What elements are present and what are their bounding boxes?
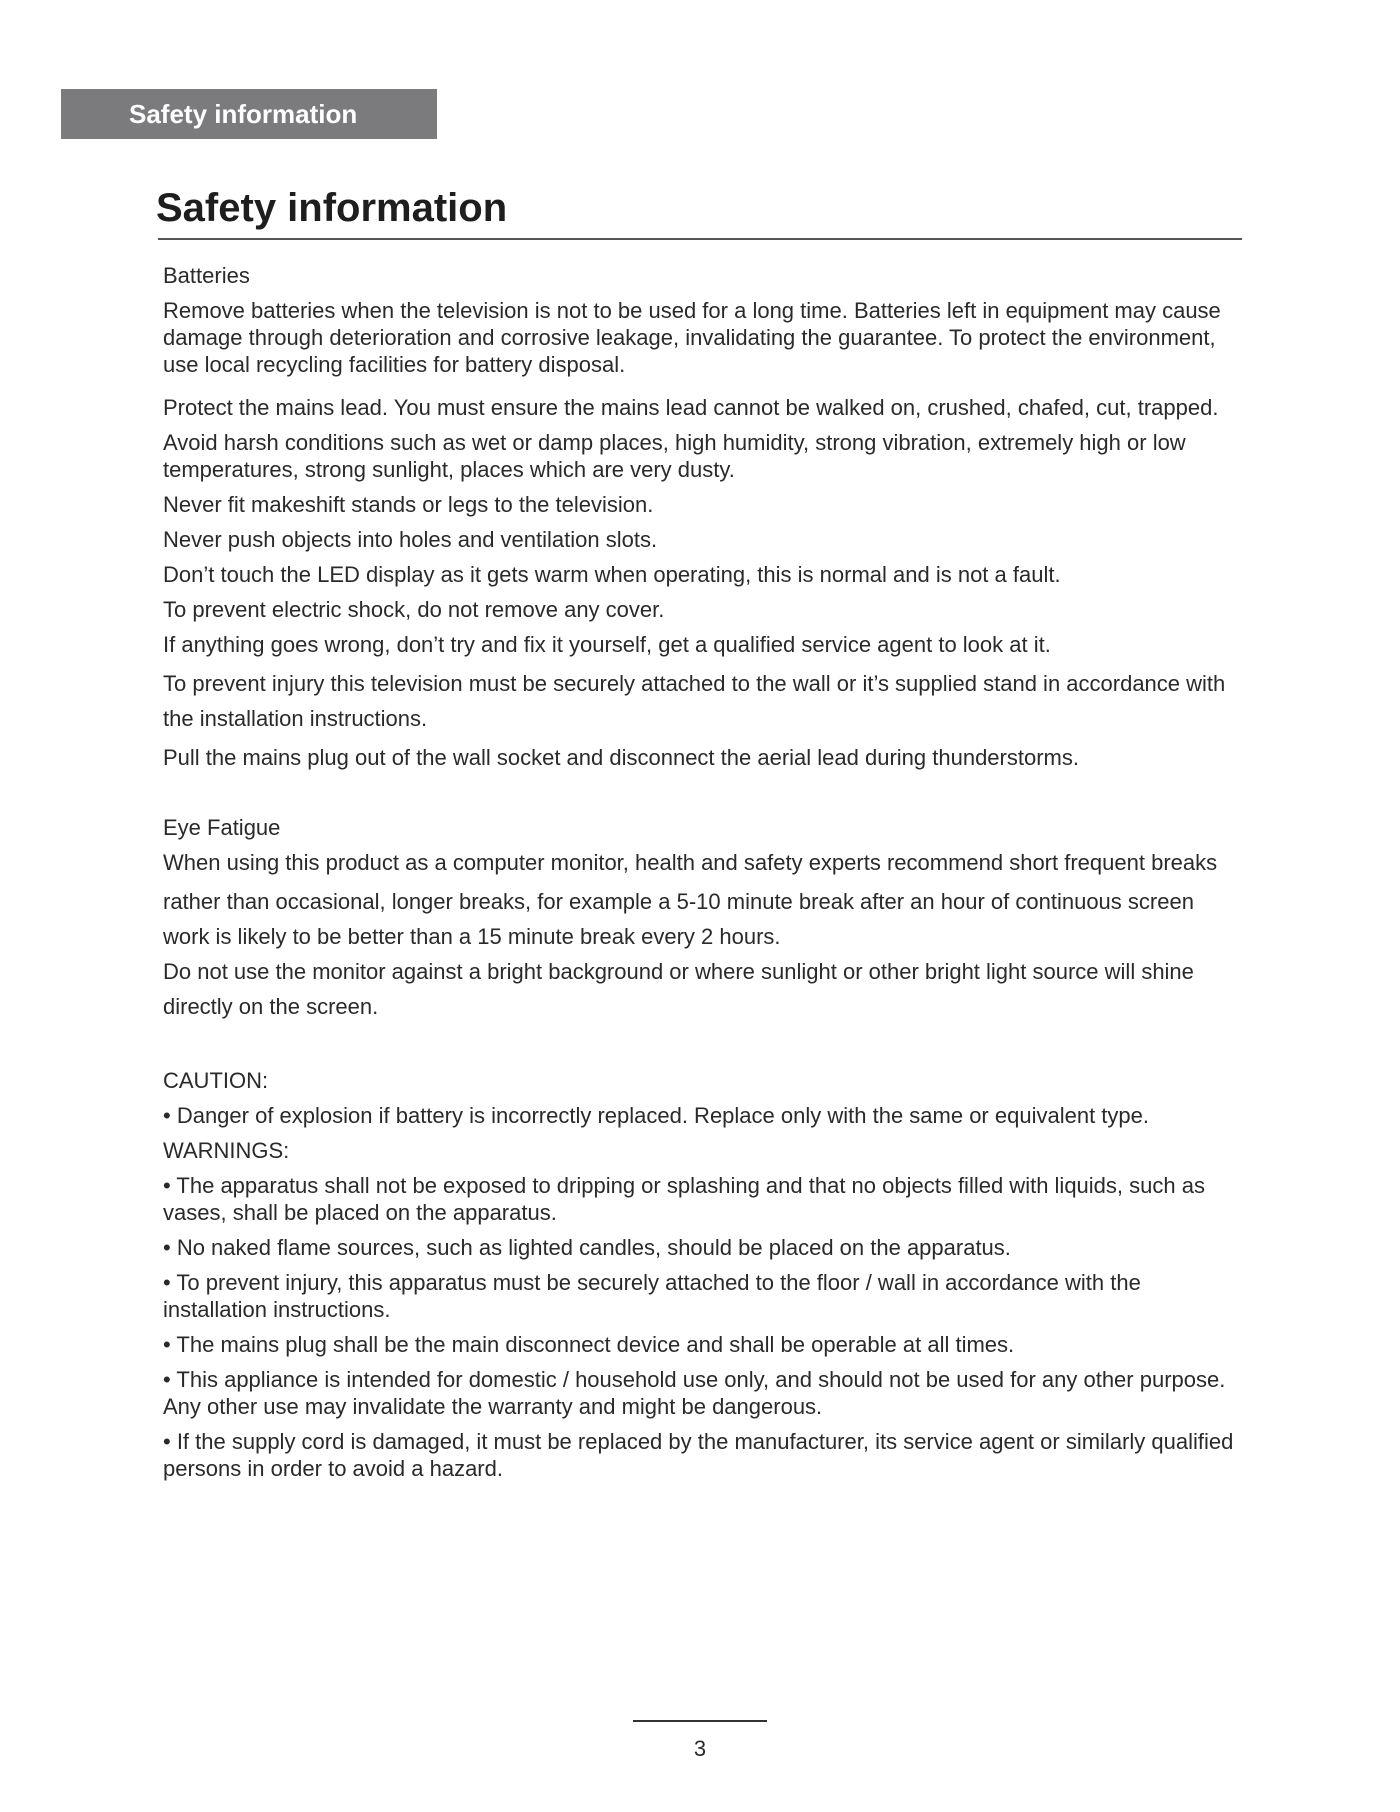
warning-item: • The apparatus shall not be exposed to dripping or splashing and that no objects filled with liquids, such as vases, shall be placed on the apparatus. [163, 1173, 1205, 1225]
content-body [163, 262, 1236, 1482]
batteries-paragraph: If anything goes wrong, don’t try and fix it yourself, get a qualified service agent to look at it. [163, 632, 1051, 657]
section-heading-batteries: Batteries [163, 263, 250, 288]
batteries-paragraph: Remove batteries when the television is not to be used for a long time. Batteries left in equipment may cause damage through deterioration and corrosive leakage, invalidating the guarantee. To protect the environment, use local recycling facilities for battery disposal. [163, 298, 1221, 377]
batteries-paragraph: Pull the mains plug out of the wall socket and disconnect the aerial lead during thunderstorms. [163, 745, 1079, 770]
page-number: 3 [693, 1736, 707, 1761]
batteries-paragraph: To prevent electric shock, do not remove any cover. [163, 597, 665, 622]
warning-item: • To prevent injury, this apparatus must be securely attached to the floor / wall in accordance with the installation instructions. [163, 1270, 1141, 1322]
batteries-paragraph: Avoid harsh conditions such as wet or damp places, high humidity, strong vibration, extremely high or low temperatures, strong sunlight, places which are very dusty. [163, 430, 1186, 482]
section-tab: Safety information [61, 89, 437, 139]
batteries-paragraph: To prevent injury this television must be securely attached to the wall or it’s supplied stand in accordance with the installation instructions. [163, 671, 1226, 731]
warning-item: • This appliance is intended for domestic / household use only, and should not be used for any other purpose. Any other use may invalidate the warranty and might be dangerous. [163, 1367, 1226, 1419]
warning-item: • No naked flame sources, such as lighted candles, should be placed on the apparatus. [163, 1235, 1011, 1260]
eye-fatigue-paragraph: When using this product as a computer monitor, health and safety experts recommend short frequent breaks [163, 850, 1218, 875]
caution-heading: CAUTION: [163, 1068, 269, 1093]
eye-fatigue-paragraph: Do not use the monitor against a bright background or where sunlight or other bright light source will shine directly on the screen. [163, 959, 1194, 1019]
warnings-heading: WARNINGS: [163, 1138, 290, 1163]
title-divider [158, 238, 1242, 240]
batteries-paragraph: Never push objects into holes and ventilation slots. [163, 527, 658, 552]
eye-fatigue-paragraph: rather than occasional, longer breaks, for example a 5-10 minute break after an hour of continuous screen work is likely to be better than a 15 minute break every 2 hours. [163, 889, 1194, 949]
batteries-paragraph: Never fit makeshift stands or legs to the television. [163, 492, 654, 517]
batteries-paragraph: Protect the mains lead. You must ensure the mains lead cannot be walked on, crushed, chafed, cut, trapped. [163, 395, 1219, 420]
page-title: Safety information [156, 186, 508, 230]
caution-item: • Danger of explosion if battery is incorrectly replaced. Replace only with the same or equivalent type. [163, 1103, 1149, 1128]
warning-item: • The mains plug shall be the main disconnect device and shall be operable at all times. [163, 1332, 1015, 1357]
section-heading-eye-fatigue: Eye Fatigue [163, 815, 281, 840]
warning-item: • If the supply cord is damaged, it must be replaced by the manufacturer, its service agent or similarly qualified persons in order to avoid a hazard. [163, 1429, 1234, 1481]
footer-divider [633, 1720, 767, 1722]
batteries-paragraph: Don’t touch the LED display as it gets warm when operating, this is normal and is not a fault. [163, 562, 1061, 587]
